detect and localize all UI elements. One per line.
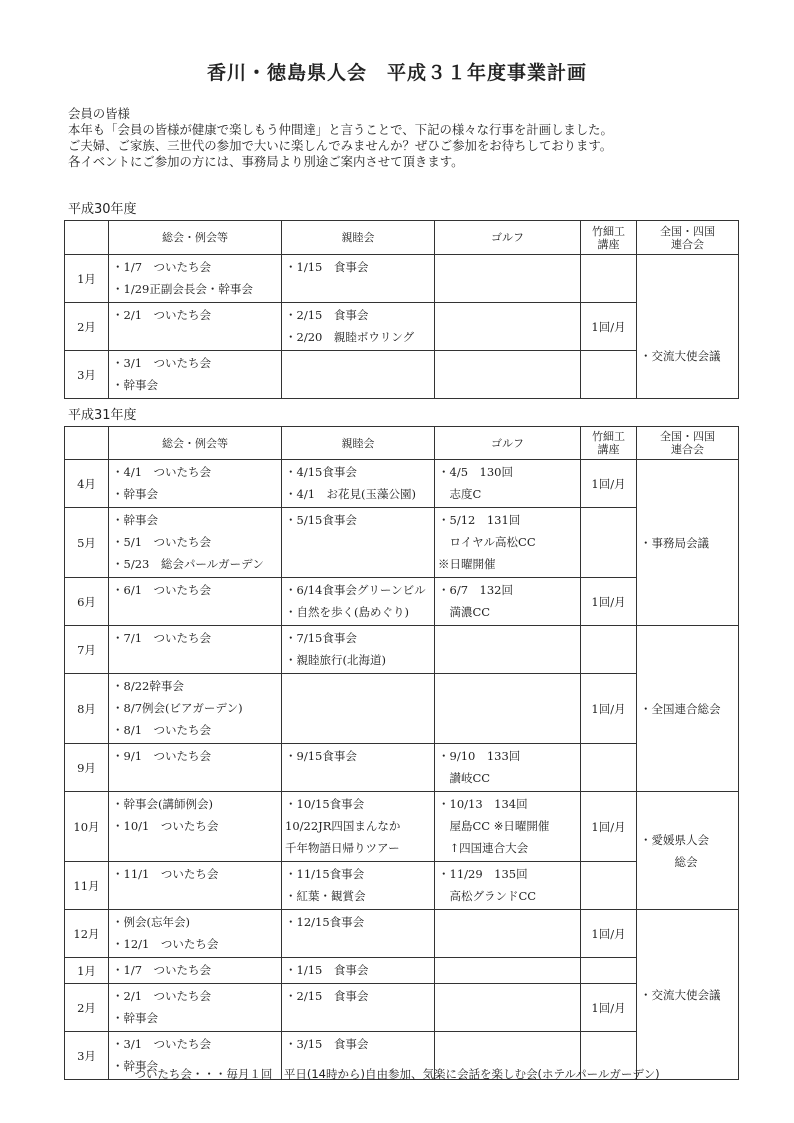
general-cell [109,578,282,626]
cell-line: ・7/15食事会 [285,631,357,645]
social-cell [282,674,435,744]
cell-line: ・4/1 お花見(玉藻公園) [285,487,416,501]
lecture-cell [581,351,637,399]
cell-line: ・幹事会 [112,487,158,501]
table-row [65,626,739,674]
month-cell: 4月 [65,460,109,508]
cell-line: ・6/7 132回 [438,583,513,597]
general-cell [109,792,282,862]
cell-line: ・3/1 ついたち会 [112,1037,212,1051]
cell-line: ・2/1 ついたち会 [112,989,212,1003]
table-row [65,910,739,958]
lecture-cell [581,508,637,578]
national-cell [637,792,739,910]
cell-line: ※日曜開催 [438,557,496,571]
header-national [637,427,739,460]
cell-line: ・2/1 ついたち会 [112,308,212,322]
cell-line: ・親睦旅行(北海道) [285,653,386,667]
national-item: 総会 [640,854,698,869]
general-cell [109,744,282,792]
cell-line: ・2/15 食事会 [285,989,369,1003]
cell-line: ・5/12 131回 [438,513,521,527]
header-general: 総会・例会等 [109,427,282,460]
header-national-line: 連合会 [671,443,704,456]
cell-line: ・1/15 食事会 [285,963,369,977]
golf-cell [435,460,581,508]
header-month [65,427,109,460]
month-cell: 6月 [65,578,109,626]
month-cell: 12月 [65,910,109,958]
cell-line: ・5/1 ついたち会 [112,535,212,549]
footer-note: ついたち会・・・毎月１回 平日(14時から)自由参加、気楽に会話を楽しむ会(ホテルパールガーデン) [134,1067,660,1081]
cell-line: ・11/15食事会 [285,867,365,881]
cell-line: 讃岐CC [438,771,491,785]
table-row [65,792,739,862]
social-cell [282,910,435,958]
month-cell: 10月 [65,792,109,862]
month-cell: 3月 [65,351,109,399]
header-lecture-line: 講座 [597,237,620,251]
month-cell: 1月 [65,958,109,984]
cell-line: ・8/7例会(ビアガーデン) [112,701,243,715]
golf-cell [435,862,581,910]
golf-cell [435,958,581,984]
month-cell: 7月 [65,626,109,674]
cell-line: ・11/29 135回 [438,867,528,881]
lecture-cell: 1回/月 [581,303,637,351]
header-national-line: 全国・四国 [660,224,715,238]
cell-line: ・6/14食事会グリーンビル [285,583,426,597]
cell-line: ・1/15 食事会 [285,260,369,274]
month-cell: 2月 [65,303,109,351]
national-cell [637,626,739,792]
intro-greeting: 会員の皆様 [68,106,130,121]
national-item: ・交流大使会議 [640,349,721,363]
header-general: 総会・例会等 [109,221,282,255]
lecture-cell: 1回/月 [581,460,637,508]
cell-line: ・幹事会 [112,513,158,527]
cell-line: 屋島CC ※日曜開催 [438,819,550,833]
header-lecture-line: 講座 [597,443,620,456]
general-cell [109,626,282,674]
cell-line: 千年物語日帰りツアー [285,841,400,855]
golf-cell [435,578,581,626]
national-item: ・事務局会議 [640,535,709,550]
general-cell [109,255,282,303]
section-label-h30: 平成30年度 [68,202,137,217]
header-national-line: 全国・四国 [660,430,715,443]
month-cell: 5月 [65,508,109,578]
header-lecture-line: 竹細工 [592,430,625,443]
general-cell [109,958,282,984]
golf-cell [435,910,581,958]
cell-line: ・例会(忘年会) [112,915,190,929]
lecture-cell [581,744,637,792]
table-header-row [65,221,739,255]
cell-line: ・10/13 134回 [438,797,528,811]
cell-line: ・紅葉・観賞会 [285,889,366,903]
cell-line: ・4/5 130回 [438,465,513,479]
table-row [65,255,739,303]
table-header-row [65,427,739,460]
general-cell [109,984,282,1032]
lecture-cell [581,255,637,303]
cell-line: ・1/7 ついたち会 [112,260,212,274]
social-cell [282,792,435,862]
lecture-cell: 1回/月 [581,792,637,862]
cell-line: ・1/7 ついたち会 [112,963,212,977]
cell-line: 満濃CC [438,605,491,619]
cell-line: ・幹事会 [112,1011,158,1025]
plan-table-h30 [64,220,739,399]
header-lecture [581,427,637,460]
month-cell: 2月 [65,984,109,1032]
cell-line: ・8/22幹事会 [112,679,184,693]
cell-line: ・12/1 ついたち会 [112,937,219,951]
section-label-h31: 平成31年度 [68,408,137,423]
header-national [637,221,739,255]
intro-line: 本年も「会員の皆様が健康で楽しもう仲間達」と言うことで、下記の様々な行事を計画しました。 [68,122,613,137]
cell-line: ・自然を歩く(島めぐり) [285,605,409,619]
cell-line: ・幹事会(講師例会) [112,797,213,811]
header-golf: ゴルフ [435,221,581,255]
cell-line: ・幹事会 [112,1059,158,1073]
cell-line: ・1/29正副会長会・幹事会 [112,282,253,296]
cell-line: ・9/10 133回 [438,749,521,763]
general-cell [109,910,282,958]
intro-text [68,106,748,170]
golf-cell [435,674,581,744]
cell-line: ・12/15食事会 [285,915,365,929]
national-item: ・全国連合総会 [640,701,721,716]
national-item: ・愛媛県人会 [640,832,709,847]
general-cell [109,674,282,744]
cell-line: ・幹事会 [112,378,158,392]
golf-cell [435,984,581,1032]
national-item: ・交流大使会議 [640,987,721,1002]
cell-line: ・4/1 ついたち会 [112,465,212,479]
cell-line: ロイヤル高松CC [438,535,536,549]
national-cell [637,460,739,626]
social-cell [282,460,435,508]
cell-line: ・7/1 ついたち会 [112,631,212,645]
header-golf: ゴルフ [435,427,581,460]
intro-line: ご夫婦、ご家族、三世代の参加で大いに楽しんでみませんか？ぜひご参加をお待ちしております。 [68,138,613,153]
general-cell [109,303,282,351]
header-national-line: 連合会 [671,237,704,251]
cell-line: ・9/1 ついたち会 [112,749,212,763]
general-cell [109,460,282,508]
social-cell [282,508,435,578]
page-title: 香川・徳島県人会 平成３１年度事業計画 [206,62,587,84]
header-lecture-line: 竹細工 [592,224,625,238]
lecture-cell [581,862,637,910]
national-cell [637,910,739,1080]
lecture-cell: 1回/月 [581,984,637,1032]
cell-line: ↑四国連合大会 [438,841,529,855]
header-social: 親睦会 [282,427,435,460]
social-cell [282,303,435,351]
cell-line: ・2/15 食事会 [285,308,369,322]
lecture-cell: 1回/月 [581,578,637,626]
lecture-cell [581,958,637,984]
golf-cell [435,508,581,578]
social-cell [282,862,435,910]
golf-cell [435,626,581,674]
cell-line: 志度C [438,487,482,501]
social-cell [282,255,435,303]
month-cell: 1月 [65,255,109,303]
header-lecture [581,221,637,255]
cell-line: ・3/15 食事会 [285,1037,369,1051]
golf-cell [435,303,581,351]
cell-line: ・8/1 ついたち会 [112,723,212,737]
month-cell: 8月 [65,674,109,744]
month-cell: 9月 [65,744,109,792]
intro-line: 各イベントにご参加の方には、事務局より別途ご案内させて頂きます。 [68,154,464,169]
plan-table-h31 [64,426,739,1080]
social-cell [282,984,435,1032]
cell-line: ・9/15食事会 [285,749,357,763]
header-month [65,221,109,255]
social-cell [282,958,435,984]
social-cell [282,578,435,626]
golf-cell [435,744,581,792]
table-row [65,460,739,508]
cell-line: ・5/15食事会 [285,513,357,527]
general-cell [109,862,282,910]
cell-line: ・11/1 ついたち会 [112,867,219,881]
golf-cell [435,255,581,303]
cell-line: 高松グランドCC [438,889,537,903]
lecture-cell: 1回/月 [581,674,637,744]
cell-line: ・10/1 ついたち会 [112,819,219,833]
cell-line: ・5/23 総会パールガーデン [112,557,264,571]
cell-line: 10/22JR四国まんなか [285,819,401,833]
cell-line: ・2/20 親睦ボウリング [285,330,415,344]
social-cell [282,744,435,792]
month-cell: 3月 [65,1032,109,1080]
cell-line: ・3/1 ついたち会 [112,356,212,370]
golf-cell [435,792,581,862]
general-cell [109,351,282,399]
general-cell [109,508,282,578]
cell-line: ・6/1 ついたち会 [112,583,212,597]
month-cell: 11月 [65,862,109,910]
cell-line: ・4/15食事会 [285,465,357,479]
lecture-cell [581,626,637,674]
cell-line: ・10/15食事会 [285,797,365,811]
golf-cell [435,351,581,399]
social-cell [282,351,435,399]
social-cell [282,626,435,674]
header-social: 親睦会 [282,221,435,255]
national-cell [637,255,739,399]
lecture-cell: 1回/月 [581,910,637,958]
